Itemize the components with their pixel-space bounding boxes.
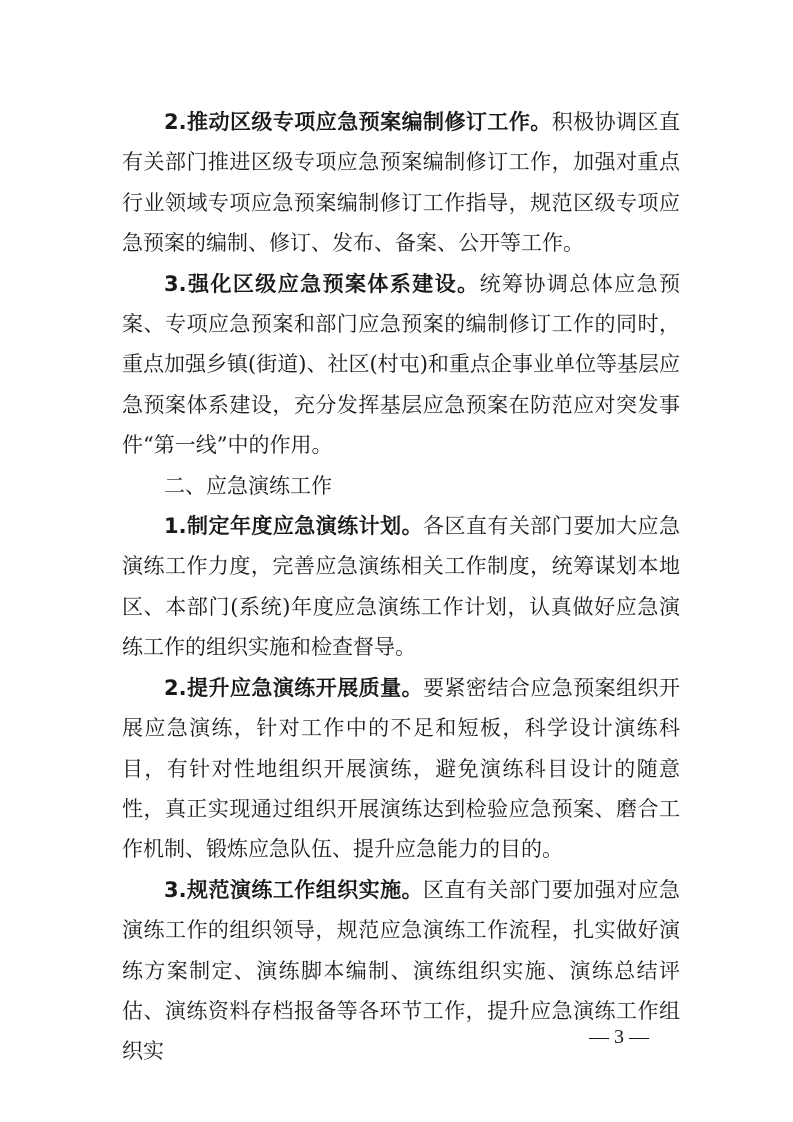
paragraph-text: 统筹协调总体应急预案、专项应急预案和部门应急预案的编制修订工作的同时，重点加强乡镇(街道)、社区(村屯)和重点企事业单位等基层应急预案体系建设，充分发挥基层应急预案在防范应对突发事件“第一线”中的作用。: [122, 271, 680, 458]
paragraph-text: 各区直有关部门要加大应急演练工作力度，完善应急演练相关工作制度，统筹谋划本地区、本部门(系统)年度应急演练工作计划，认真做好应急演练工作的组织实施和检查督导。: [122, 514, 681, 660]
paragraph-lead: 2.提升应急演练开展质量。: [164, 675, 424, 700]
paragraph-lead: 3.强化区级应急预案体系建设。: [164, 271, 480, 296]
document-body: [122, 102, 680, 1072]
paragraph-lead: 2.推动区级专项应急预案编制修订工作。: [164, 110, 552, 134]
paragraph-text: 要紧密结合应急预案组织开展应急演练，针对工作中的不足和短板，科学设计演练科目，有针对性地组织开展演练，避免演练科目设计的随意性，真正实现通过组织开展演练达到检验应急预案、磨合工作机制、锻炼应急队伍、提升应急能力的目的。: [122, 675, 681, 862]
paragraph-text: 积极协调区直有关部门推进区级专项应急预案编制修订工作，加强对重点行业领域专项应急预案编制修订工作指导，规范区级专项应急预案的编制、修订、发布、备案、公开等工作。: [122, 110, 680, 256]
paragraph-lead: 1.制定年度应急演练计划。: [164, 514, 424, 539]
paragraph-plan-system: [122, 264, 680, 466]
paragraph-lead: 3.规范演练工作组织实施。: [164, 877, 424, 902]
section-heading: 二、应急演练工作: [164, 473, 332, 498]
paragraph-annual-drill-plan: [122, 506, 680, 668]
paragraph-text: 区直有关部门要加强对应急演练工作的组织领导，规范应急演练工作流程，扎实做好演练方案制定、演练脚本编制、演练组织实施、演练总结评估、演练资料存档报备等各环节工作，提升应急演练工作组织实: [122, 877, 681, 1064]
page-number: — 3 —: [589, 1026, 649, 1048]
paragraph-drill-quality: [122, 668, 680, 870]
paragraph-special-plans: [122, 102, 680, 264]
